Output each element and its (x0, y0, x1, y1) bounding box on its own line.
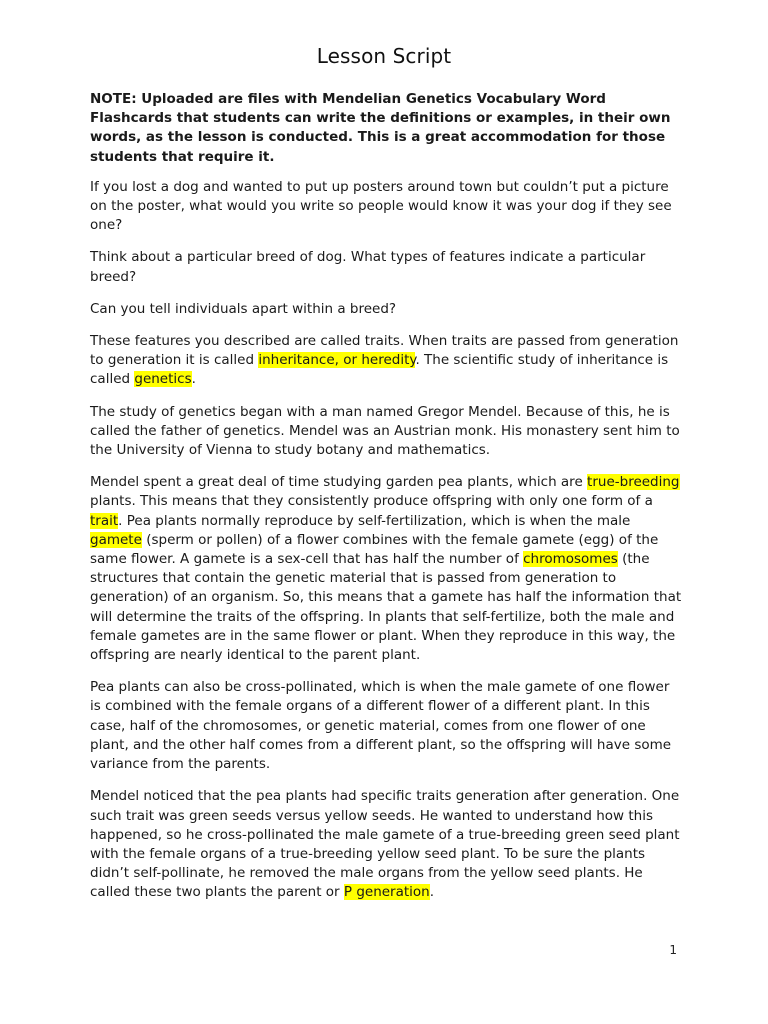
text-segment: . (429, 884, 435, 901)
text-segment: Mendel spent a great deal of time studying garden pea plants, which are (90, 474, 588, 491)
highlighted-term: trait (90, 512, 119, 529)
text-segment: Pea plants can also be cross-pollinated, which is when the male gamete of one flower is combined with the female organs of a different flower of a different plant. In this case, half of the chromosomes, or genetic material, comes from one flower of one plant, and the other half comes from a different plant, so the offspring will have some variance from the parents. (90, 679, 672, 773)
text-segment: . The scientific study of inheritance is called (90, 352, 669, 388)
page-title: Lesson Script (316, 44, 452, 68)
paragraph (90, 300, 682, 319)
highlighted-term: gamete (90, 531, 142, 548)
paragraph (90, 787, 682, 902)
text-segment: Mendel noticed that the pea plants had specific traits generation after generation. One such trait was green seeds versus yellow seeds. He wanted to understand how this happened, so he cross-pollinated the male gamete of a true-breeding green seed plant with the female organs of a true-breeding yellow seed plant. To be sure the plants didn’t self-pollinate, he removed the male organs from the yellow seed plants. He called these two plants the parent or (90, 788, 680, 901)
highlighted-term: P generation (343, 884, 430, 901)
text-segment: (the structures that contain the genetic material that is passed from generation to generation) of an organism. So, this means that a gamete has half the information that will determine the traits of the offspring. In plants that self-fertilize, both the male and female gametes are in the same flower or plant. When they reproduce in this way, the offspring are nearly identical to the parent plant. (90, 551, 682, 664)
highlighted-term: inheritance, or heredity (258, 352, 416, 369)
text-segment: plants. This means that they consistently produce offspring with only one form of a (90, 493, 653, 510)
paragraph (90, 178, 682, 236)
page-number: 1 (669, 943, 677, 957)
paragraph (90, 403, 682, 461)
document-body (90, 90, 682, 916)
text-segment: The study of genetics began with a man named Gregor Mendel. Because of this, he is called the father of genetics. Mendel was an Austrian monk. His monastery sent him to the University of Vienna to study botany and mathematics. (90, 403, 680, 459)
text-segment: These features you described are called traits. When traits are passed from generation to generation it is called (90, 333, 679, 369)
text-segment: NOTE: Uploaded are files with Mendelian Genetics Vocabulary Word Flashcards that students can write the definitions or examples, in their own words, as the lesson is conducted. This is a great accommodation for those students that require it. (90, 91, 671, 165)
text-segment: . Pea plants normally reproduce by self-fertilization, which is when the male (118, 512, 631, 529)
paragraph (90, 678, 682, 774)
paragraph (90, 332, 682, 390)
text-segment: (sperm or pollen) of a flower combines with the female gamete (egg) of the same flower. A gamete is a sex-cell that has half the number of (90, 531, 659, 568)
note-paragraph (90, 90, 682, 167)
text-segment: Can you tell individuals apart within a breed? (90, 300, 397, 317)
paragraph (90, 248, 682, 286)
text-segment: . (191, 371, 196, 388)
highlighted-term: true-breeding (587, 474, 680, 491)
text-segment: If you lost a dog and wanted to put up posters around town but couldn’t put a picture on the poster, what would you write so people would know it was your dog if they see one? (90, 178, 672, 234)
text-segment: Think about a particular breed of dog. What types of features indicate a particular breed? (90, 249, 646, 285)
paragraph (90, 473, 682, 665)
highlighted-term: genetics (134, 371, 192, 388)
highlighted-term: chromosomes (523, 551, 618, 568)
